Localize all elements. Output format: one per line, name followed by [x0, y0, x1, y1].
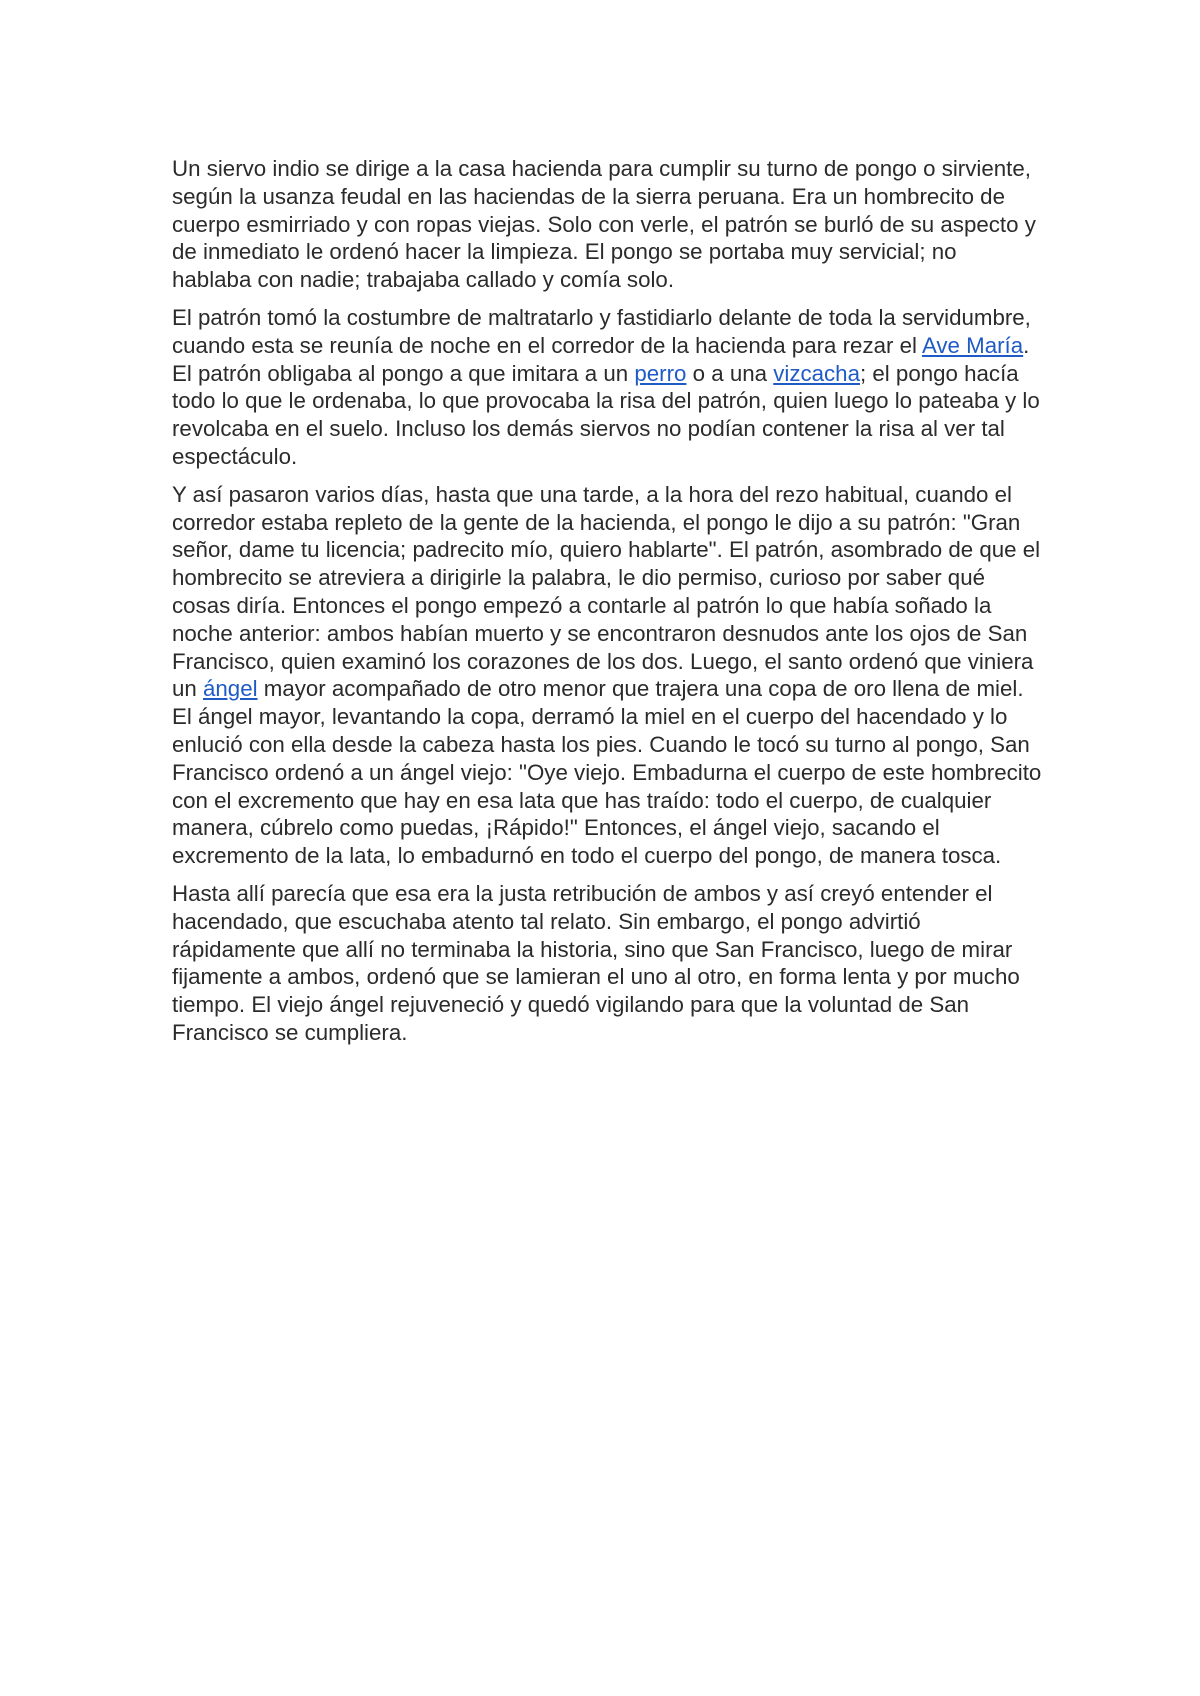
paragraph-text: ; el pongo hacía todo lo que le ordenaba, lo que provocaba la risa del patrón, quien luego lo pateaba y lo revolcaba en el suelo. Incluso los demás siervos no podían contener la risa al ver tal espectáculo. — [172, 360, 1040, 469]
inline-link[interactable]: vizcacha — [773, 360, 860, 386]
inline-link[interactable]: perro — [634, 360, 687, 386]
inline-link[interactable]: Ave María — [921, 332, 1024, 358]
paragraph — [172, 481, 1042, 870]
document-body — [172, 155, 1042, 1057]
inline-link[interactable]: ángel — [203, 676, 258, 702]
paragraph — [172, 304, 1042, 471]
paragraph-text: Y así pasaron varios días, hasta que una tarde, a la hora del rezo habitual, cuando el corredor estaba repleto de la gente de la hacienda, el pongo le dijo a su patrón: "Gran señor, dame tu licencia; padrecito mío, quiero hablarte". El patrón, asombrado de que el hombrecito se atreviera a dirigirle la palabra, le dio permiso, curioso por saber qué cosas diría. Entonces el pongo empezó a contarle al patrón lo que había soñado la noche anterior: ambos habían muerto y se encontraron desnudos ante los ojos de San Francisco, quien examinó los corazones de los dos. Luego, el santo ordenó que viniera un — [172, 481, 1041, 702]
paragraph-text: Un siervo indio se dirige a la casa hacienda para cumplir su turno de pongo o sirviente, según la usanza feudal en las haciendas de la sierra peruana. Era un hombrecito de cuerpo esmirriado y con ropas viejas. Solo con verle, el patrón se burló de su aspecto y de inmediato le ordenó hacer la limpieza. El pongo se portaba muy servicial; no hablaba con nadie; trabajaba callado y comía solo. — [172, 156, 1036, 293]
paragraph — [172, 155, 1042, 294]
paragraph-text: El patrón tomó la costumbre de maltratarlo y fastidiarlo delante de toda la servidumbre, cuando esta se reunía de noche en el corredor de la hacienda para rezar el — [172, 304, 1031, 358]
paragraph-text: Hasta allí parecía que esa era la justa retribución de ambos y así creyó entender el hacendado, que escuchaba atento tal relato. Sin embargo, el pongo advirtió rápidamente que allí no terminaba la historia, sino que San Francisco, luego de mirar fijamente a ambos, ordenó que se lamieran el uno al otro, en forma lenta y por mucho tiempo. El viejo ángel rejuveneció y quedó vigilando para que la voluntad de San Francisco se cumpliera. — [172, 880, 1020, 1045]
paragraph-text: o a una — [686, 360, 774, 386]
paragraph-text: . El patrón obligaba al pongo a que imitara a un — [172, 332, 1030, 386]
paragraph — [172, 880, 1042, 1047]
paragraph-text: mayor acompañado de otro menor que trajera una copa de oro llena de miel. El ángel mayor, levantando la copa, derramó la miel en el cuerpo del hacendado y lo enlució con ella desde la cabeza hasta los pies. Cuando le tocó su turno al pongo, San Francisco ordenó a un ángel viejo: "Oye viejo. Embadurna el cuerpo de este hombrecito con el excremento que hay en esa lata que has traído: todo el cuerpo, de cualquier manera, cúbrelo como puedas, ¡Rápido!" Entonces, el ángel viejo, sacando el excremento de la lata, lo embadurnó en todo el cuerpo del pongo, de manera tosca. — [172, 676, 1042, 869]
